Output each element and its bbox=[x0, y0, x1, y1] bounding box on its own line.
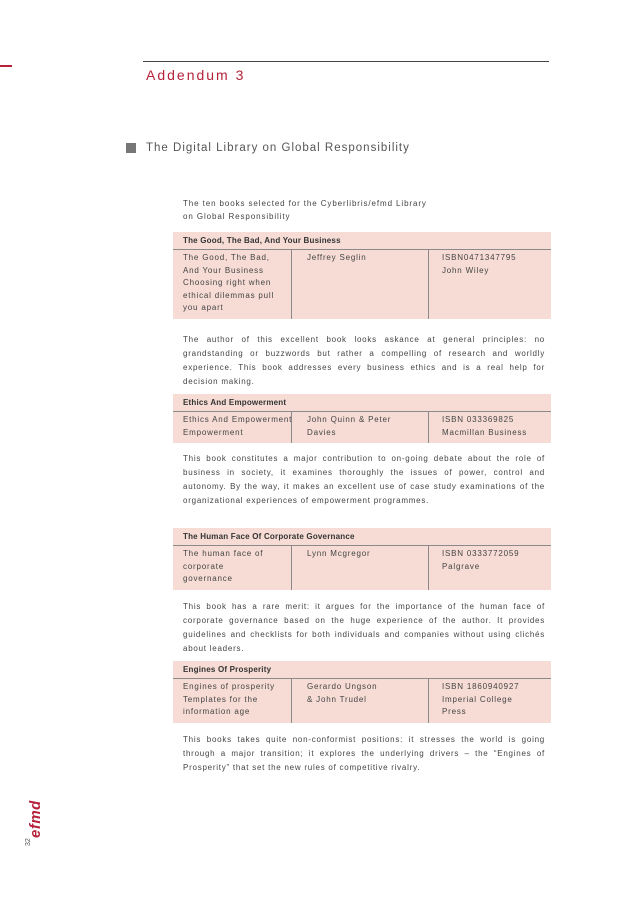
book-header: Ethics And Empowerment bbox=[183, 398, 287, 407]
book-isbn-cell bbox=[429, 679, 551, 723]
book-title-line: Templates for the bbox=[183, 694, 258, 704]
book-header: The Good, The Bad, And Your Business bbox=[183, 236, 341, 245]
addendum-title: Addendum 3 bbox=[146, 67, 246, 83]
book-header: Engines Of Prosperity bbox=[183, 665, 272, 674]
efmd-logo: efmd bbox=[27, 800, 44, 838]
book-card-3 bbox=[173, 528, 551, 590]
book-isbn-line: ISBN 0333772059 bbox=[442, 549, 520, 558]
book-card-4 bbox=[173, 661, 551, 723]
book-title-cell bbox=[173, 412, 292, 443]
intro-line: on Global Responsibility bbox=[183, 212, 291, 221]
book-isbn-cell bbox=[429, 546, 551, 590]
section-heading bbox=[126, 142, 410, 154]
book-title-line: corporate bbox=[183, 561, 224, 571]
book-isbn-cell bbox=[429, 250, 551, 319]
book-author-cell bbox=[292, 546, 429, 590]
square-bullet-icon bbox=[126, 143, 136, 153]
intro-text bbox=[183, 197, 443, 223]
book-isbn-line: ISBN 033369825 bbox=[442, 415, 515, 424]
book-title-line: Empowerment bbox=[183, 427, 244, 437]
book-header: The Human Face Of Corporate Governance bbox=[183, 532, 355, 541]
section-title: The Digital Library on Global Responsibility bbox=[146, 142, 410, 154]
book-title-line: Choosing right when bbox=[183, 278, 272, 287]
book-details-row bbox=[173, 249, 551, 319]
book-author-line: Gerardo Ungson bbox=[307, 682, 378, 691]
book-author-cell bbox=[292, 250, 429, 319]
margin-accent-mark bbox=[0, 65, 12, 67]
book-author-line: John Quinn & Peter bbox=[307, 415, 392, 424]
book-isbn-cell bbox=[429, 412, 551, 443]
book-author-line: Davies bbox=[307, 427, 337, 437]
book-publisher-line: John Wiley bbox=[442, 265, 490, 275]
book-title-line: ethical dilemmas pull bbox=[183, 290, 275, 300]
book-title-line: information age bbox=[183, 707, 251, 716]
book-details-row bbox=[173, 678, 551, 723]
book-publisher-line: Press bbox=[442, 707, 467, 716]
book-details-row bbox=[173, 411, 551, 443]
book-description-4: This books takes quite non-conformist positions: it stresses the world is going through a major transition; it explores the underlying drivers – the “Engines of Prosperity” that set the new rules of competitive rivalry. bbox=[183, 735, 545, 772]
book-title-line: governance bbox=[183, 574, 233, 583]
book-title-line: you apart bbox=[183, 303, 224, 312]
book-title-line: Engines of prosperity bbox=[183, 682, 275, 691]
header-rule bbox=[143, 61, 549, 62]
book-description-1: The author of this excellent book looks askance at general principles: no grandstanding or buzzwords but rather a compelling of research and worldly experience. This book addresses every business ethics and is a real help for decision making. bbox=[183, 335, 545, 386]
book-title-line: Ethics And Empowerment bbox=[183, 415, 293, 424]
page-number: 32 bbox=[25, 838, 32, 846]
book-author-line: Lynn Mcgregor bbox=[307, 549, 371, 558]
book-title-line: The human face of bbox=[183, 549, 264, 558]
book-author-cell bbox=[292, 412, 429, 443]
book-author-line: & John Trudel bbox=[307, 694, 367, 704]
book-card-2 bbox=[173, 394, 551, 443]
book-publisher-line: Macmillan Business bbox=[442, 427, 528, 437]
book-title-cell bbox=[173, 250, 292, 319]
book-description-2: This book constitutes a major contribution to on-going debate about the role of business in society, it examines thoroughly the issues of power, control and autonomy. By the way, it makes an excellent use of case study examinations of the organizational experiences of empowerment programmes. bbox=[183, 454, 545, 505]
book-publisher-line: Palgrave bbox=[442, 561, 480, 571]
book-card-1 bbox=[173, 232, 551, 319]
intro-line: The ten books selected for the Cyberlibris/efmd Library bbox=[183, 199, 427, 208]
book-isbn-line: ISBN 1860940927 bbox=[442, 682, 520, 691]
book-author-line: Jeffrey Seglin bbox=[307, 253, 367, 262]
book-title-cell bbox=[173, 679, 292, 723]
book-description-3: This book has a rare merit: it argues for the importance of the human face of corporate governance based on the huge experience of the author. It provides guidelines and checklists for both individuals and companies without using clichés about leaders. bbox=[183, 602, 545, 653]
book-details-row bbox=[173, 545, 551, 590]
book-title-line: And Your Business bbox=[183, 265, 264, 275]
book-title-cell bbox=[173, 546, 292, 590]
book-author-cell bbox=[292, 679, 429, 723]
book-title-line: The Good, The Bad, bbox=[183, 253, 270, 262]
book-isbn-line: ISBN0471347795 bbox=[442, 253, 517, 262]
book-publisher-line: Imperial College bbox=[442, 694, 513, 704]
